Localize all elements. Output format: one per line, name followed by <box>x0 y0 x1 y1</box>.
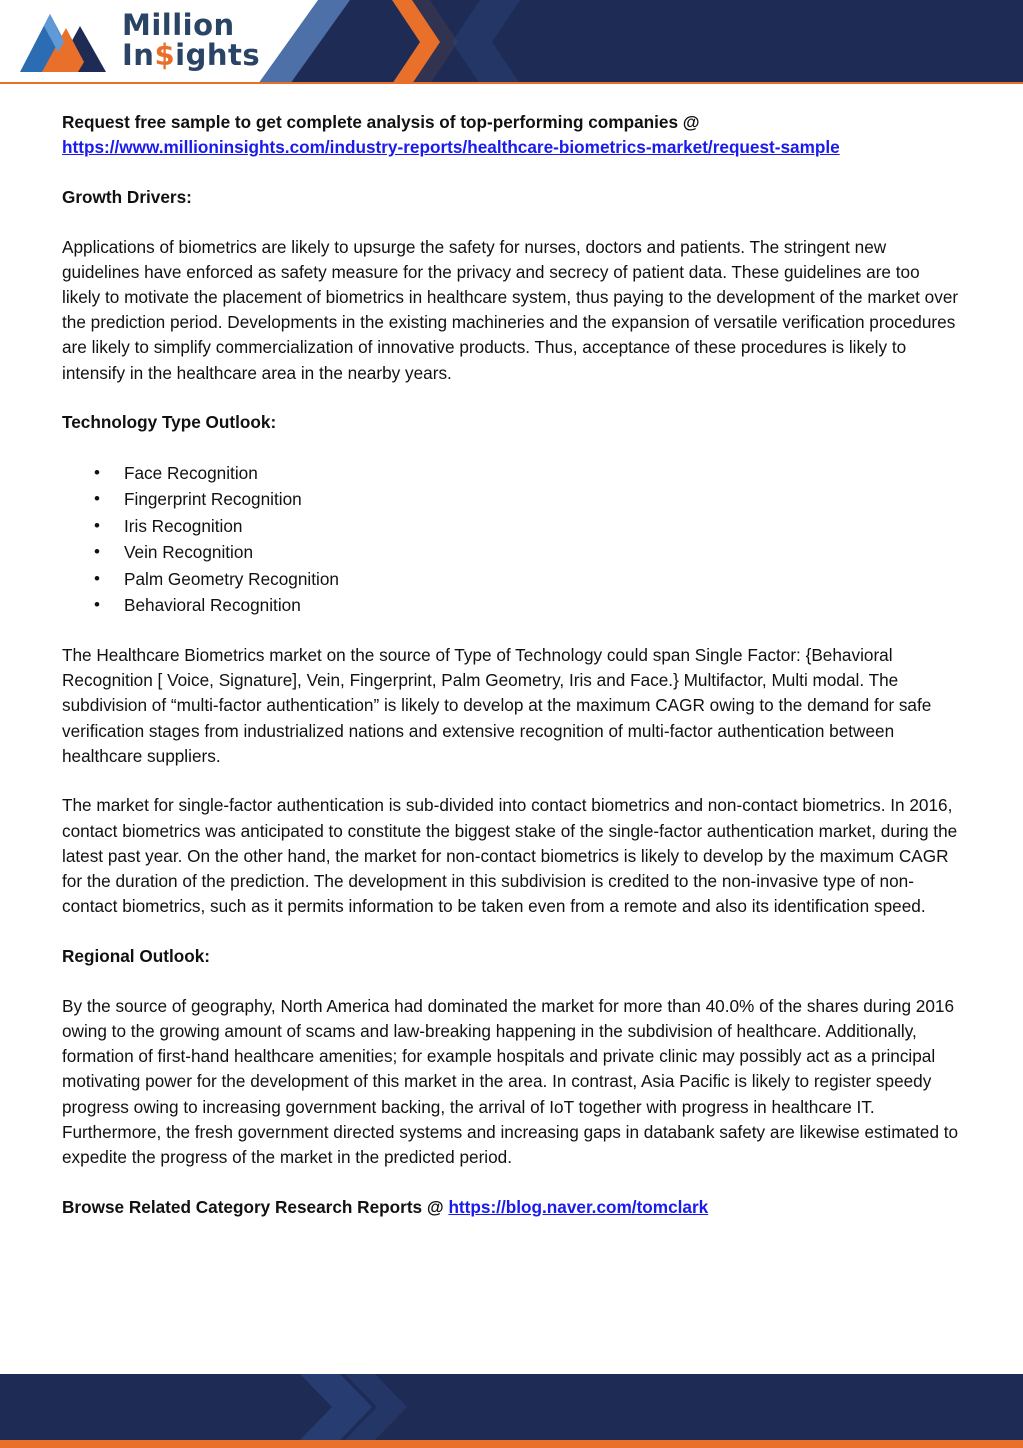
list-item: • Iris Recognition <box>124 513 962 539</box>
regional-outlook-paragraph: By the source of geography, North America had dominated the market for more than 40.0% of the shares during 2016 owing to the growing amount of scams and law-breaking happening in the subdivision of healthcare. Additionally, formation of first-hand healthcare amenities; for example hospitals and private clinic may possibly act as a principal motivating power for the development of this market in the area. In contrast, Asia Pacific is likely to register speedy progress owing to increasing government backing, the arrival of IoT together with progress in healthcare IT. Furthermore, the fresh government directed systems and increasing gaps in databank safety are likewise estimated to expedite the progress of the market in the predicted period. <box>62 995 959 1167</box>
million-insights-logo <box>12 4 261 80</box>
request-sample-text: Request free sample to get complete analysis of top-performing companies @ <box>62 112 700 132</box>
list-item: • Behavioral Recognition <box>124 592 962 618</box>
technology-outlook-heading: Technology Type Outlook: <box>62 412 277 433</box>
browse-related-block <box>62 1195 962 1220</box>
document-body <box>62 110 962 1244</box>
technology-paragraph-1: The Healthcare Biometrics market on the source of Type of Technology could span Single Factor: {Behavioral Recognition [ Voice, Signature], Vein, Fingerprint, Palm Geometry, Iris and Face.} Multifactor, Multi modal. The subdivision of “multi-factor authentication” is likely to develop at the maximum CAGR owing to the demand for safe verification stages from industrialized nations and extensive recognition of multi-factor authentication between healthcare suppliers. <box>62 644 932 766</box>
footer-banner <box>0 1374 1023 1448</box>
list-item: • Fingerprint Recognition <box>124 486 962 512</box>
page-header <box>0 0 1023 84</box>
browse-related-text: Browse Related Category Research Reports @ <box>62 1196 444 1217</box>
page-footer <box>0 1374 1023 1448</box>
technology-list <box>62 460 962 618</box>
request-sample-link[interactable]: https://www.millioninsights.com/industry-reports/healthcare-biometrics-market/request-sample <box>62 137 840 158</box>
request-sample-block <box>62 110 962 160</box>
regional-outlook-heading: Regional Outlook: <box>62 946 210 966</box>
growth-drivers-heading: Growth Drivers: <box>62 186 192 207</box>
logo-line-2 <box>122 40 260 70</box>
list-item: • Vein Recognition <box>124 539 962 565</box>
logo-line-2a: In <box>122 38 155 72</box>
browse-related-link[interactable]: https://blog.naver.com/tomclark <box>448 1196 709 1217</box>
growth-drivers-paragraph: Applications of biometrics are likely to upsurge the safety for nurses, doctors and patients. The stringent new guidelines have enforced as safety measure for the privacy and secrecy of patient data. These guidelines are too likely to motivate the placement of biometrics in healthcare system, thus paying to the development of the market over the prediction period. Developments in the existing machineries and the expansion of versatile verification procedures are likely to simplify commercialization of innovative products. Thus, acceptance of these procedures is likely to intensify in the healthcare area in the nearby years. <box>62 236 959 383</box>
technology-paragraph-2: The market for single-factor authentication is sub-divided into contact biometrics and non-contact biometrics. In 2016, contact biometrics was anticipated to constitute the biggest stake of the single-factor authentication market, during the latest past year. On the other hand, the market for non-contact biometrics is likely to develop by the maximum CAGR for the duration of the prediction. The development in this subdivision is credited to the non-invasive type of non-contact biometrics, such as it permits information to be taken even from a remote and also its identification speed. <box>62 795 958 917</box>
logo-dollar-sign: $ <box>154 38 176 72</box>
list-item: • Face Recognition <box>124 460 962 486</box>
logo-wordmark <box>122 10 260 70</box>
triangle-peaks-icon <box>12 4 112 80</box>
logo-line-2b: ights <box>175 38 261 72</box>
logo-line-1: Million <box>122 8 235 42</box>
list-item: • Palm Geometry Recognition <box>124 566 962 592</box>
